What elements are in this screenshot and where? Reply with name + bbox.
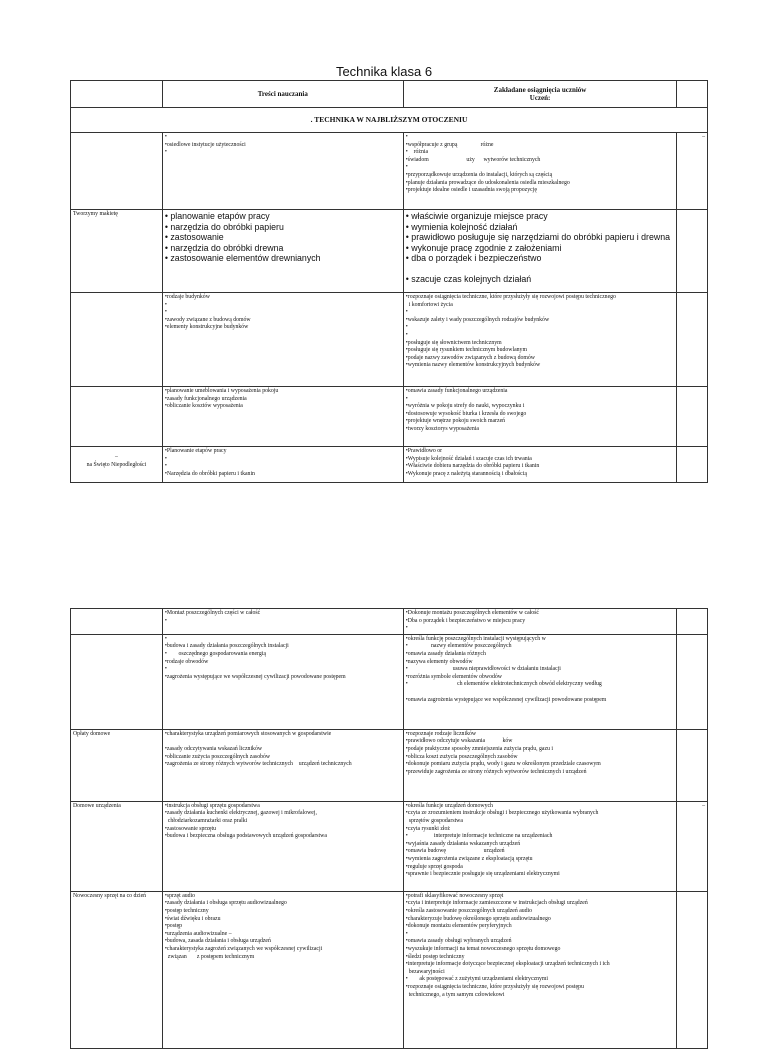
table-row [71, 387, 708, 447]
achievement-line: •Właściwie dobiera narzędzia do obróbki papieru i tkanin [405, 463, 540, 470]
achievement-line: •nazywa elementy obwodów [405, 658, 473, 665]
content-line: •zawody związane z budową domów [164, 316, 251, 323]
category-cell [71, 801, 163, 891]
achievement-line: •posługuje się słownictwem technicznym [405, 339, 502, 346]
achievement-line [406, 689, 675, 697]
content-line: • [164, 301, 167, 308]
content-line: • [164, 149, 167, 156]
achievement-line: • wymienia kolejność działań [405, 221, 518, 232]
document-title: Technika klasa 6 [335, 64, 433, 79]
achievements-cell [403, 133, 677, 210]
achievement-line: •świadom uży wytworów technicznych [405, 156, 541, 163]
table-row [71, 634, 708, 729]
achievement-line: •projektuje idealne osiedle i uzasadnia swoją propozycję [405, 187, 537, 194]
category-cell [71, 634, 163, 729]
content-line: •postęp techniczny [164, 907, 209, 914]
content-line: chłodziarkozamrażarki oraz pralki [164, 817, 248, 824]
content-line: • [164, 463, 167, 470]
table-header-row [71, 81, 708, 108]
content-cell [162, 729, 403, 801]
content-line: •zasady działania kuchenki elektrycznej, gazowej i mikrofalowej, [164, 810, 317, 817]
extra-cell [677, 729, 708, 801]
achievement-line: •wymienia nazwy elementów konstrukcyjnych budynków [405, 362, 541, 369]
content-line: • planowanie etapów pracy [164, 211, 270, 221]
achievement-line: •czyta rysunki złoż [405, 825, 450, 832]
achievement-line: •rozpoznaje osiągnięcia techniczne, które przysłużyły się rozwojowi postępu [405, 983, 584, 990]
content-line: • [164, 635, 167, 642]
content-line: • oszczędnego gospodarowania energią [164, 650, 266, 657]
content-line: •zastosowanie sprzętu [164, 825, 216, 832]
achievement-line: •sprawnie i bezpiecznie posługuje się urządzeniami elektrycznymi [405, 871, 560, 878]
content-line: • [164, 617, 167, 624]
achievement-line: •wymienia zagrożenia związane z eksploatacją sprzętu [405, 855, 533, 862]
table-row [71, 210, 708, 293]
content-line: •zagrożenia występujące we współczesnej cywilizacji powodowane postępem [164, 673, 346, 680]
content-cell [162, 293, 403, 387]
achievement-line: •interpretuje informacje dotyczące bezpiecznej eksploatacji urządzeń technicznych i ich [405, 961, 610, 968]
achievement-line: •omawia zagrożenia występujące we współczesnej cywilizacji powodowane postępem [405, 696, 607, 703]
content-cell [162, 447, 403, 483]
achievement-line: •wskazuje zalety i wady poszczególnych rodzajów budynków [405, 316, 550, 323]
achievement-line: •przewiduje zagrożenia ze strony różnych wytworów technicznych i urządzeń [405, 768, 587, 775]
content-line: •instrukcja obsługi sprzętu gospodarstwa [164, 802, 260, 809]
content-line: •rodzaje budynków [164, 294, 210, 300]
achievement-line: •wyszukuje informacji na temat nowoczesnego sprzętu domowego [405, 945, 561, 952]
curriculum-table-2 [70, 608, 708, 1049]
achievement-line: •Prawidłowo or [405, 448, 443, 454]
content-cell [162, 801, 403, 891]
category-cell [71, 609, 163, 635]
content-line: •postęp [164, 923, 183, 930]
category-label: Domowe urządzenia [73, 802, 121, 809]
content-line [165, 738, 401, 746]
extra-cell [677, 210, 708, 293]
achievement-line: i komfortowi życia [405, 301, 453, 308]
achievement-line: •Dokonuje montażu poszczególnych elementów w całość [405, 610, 540, 616]
achievement-line: •Dba o porządek i bezpieczeństwo w miejscu pracy [405, 617, 526, 624]
achievement-line: •posługuje się rysunkiem technicznym budowlanym [405, 347, 527, 354]
content-line: • [164, 134, 167, 140]
content-line: • [164, 455, 167, 462]
category-label: Tworzymy makietę [73, 211, 118, 217]
content-line: • narzędzia do obróbki papieru [164, 221, 284, 232]
achievement-line: •planuje działania prowadzące do udoskonalenia osiedla mieszkalnego [405, 179, 570, 186]
achievement-line: •reguluje sprzęt gospoda [405, 863, 463, 870]
achievement-line: • prawidłowo posługuje się narzędziami do obróbki papieru i drewna [405, 232, 670, 242]
achievement-line: •oblicza koszt zużycia poszczególnych zasobów [405, 753, 518, 760]
achievements-cell [403, 293, 677, 387]
achievement-line: •Wykonuje pracę z należytą starannością i dbałością [405, 470, 527, 477]
table-row [71, 447, 708, 483]
achievement-line: •omawia zasady obsługi wybranych urządzeń [405, 938, 512, 945]
content-line: związan z postępem technicznym [164, 953, 255, 960]
table-row [71, 133, 708, 210]
content-line: •planowanie umeblowania i wyposażenia pokoju [164, 388, 279, 394]
content-line: •elementy konstrukcyjne budynków [164, 324, 249, 331]
achievement-line: •wyróżnia w pokoju strefy do nauki, wypoczynku i [405, 403, 525, 410]
achievement-line: •podaje nazwy zawodów związanych z budową domów [405, 354, 535, 361]
achievement-line: • [405, 309, 408, 316]
achievement-line: technicznego, a tym samym człowiekowi [405, 991, 505, 998]
content-line: •obliczanie zużycia poszczególnych zasobów [164, 753, 271, 760]
achievements-cell [403, 891, 677, 1048]
content-line: • zastosowanie elementów drewnianych [164, 253, 321, 263]
achievement-line: •śledzi postęp techniczny [405, 953, 465, 960]
achievement-line: • [405, 324, 408, 331]
extra-cell [677, 387, 708, 447]
section-title: . TECHNIKA W NAJBLIŻSZYM OTOCZENIU [71, 108, 708, 133]
content-line: •sprzęt audio [164, 892, 196, 899]
header-empty-cell [71, 81, 163, 108]
header-extra-cell [677, 81, 708, 108]
achievement-line: •tworzy kosztorys wyposażenia [405, 425, 479, 432]
content-line: • zastosowanie [164, 232, 224, 242]
curriculum-table-1 [70, 80, 708, 483]
category-cell [71, 387, 163, 447]
achievement-line: •prawidłowo odczytuje wskazania ków [405, 738, 513, 745]
content-line: •budowa i bezpieczna obsługa podstawowych urządzeń gospodarstwa [164, 833, 327, 840]
content-line: •Narzędzia do obróbki papieru i tkanin [164, 470, 255, 477]
achievement-line: • [405, 395, 408, 402]
achievement-line: bezawaryjności [405, 968, 445, 975]
achievement-line: • szacuje czas kolejnych działań [405, 274, 532, 284]
achievement-line: •czyta i interpretuje informacje zamieszczone w instrukcjach obsługi urządzeń [405, 900, 588, 907]
achievement-line: • wykonuje pracę zgodnie z założeniami [405, 242, 562, 253]
table-row [71, 801, 708, 891]
content-cell [162, 210, 403, 293]
achievement-line: •podaje praktyczne sposoby zmniejszenia zużycia prądu, gazu i [405, 745, 553, 752]
content-line: •zasady odczytywania wskazań liczników [164, 745, 263, 752]
achievement-line: •Wypisuje kolejność działań i szacuje czas ich trwania [405, 455, 532, 462]
content-cell [162, 609, 403, 635]
content-line: •charakterystyka zagrożeń związanych we współczesnej cywilizacji [164, 945, 323, 952]
achievement-line: •projektuje wnętrze pokoju swoich marzeń [405, 418, 506, 425]
achievement-line: sprzętów gospodarstwa [405, 817, 463, 824]
extra-cell [677, 609, 708, 635]
achievements-cell [403, 801, 677, 891]
achievement-line: •omawia zasady działania różnych [405, 650, 486, 657]
category-cell [71, 729, 163, 801]
header-achievements-line2: Uczeń: [529, 94, 551, 102]
achievement-line: •dokonuje montażu elementów peryferyjnych [405, 923, 512, 930]
achievement-line: •omawia zasady funkcjonalnego urządzenia [405, 388, 508, 394]
table-row [71, 609, 708, 635]
content-line: •charakterystyka urządzeń pomiarowych stosowanych w gospodarstwie [164, 730, 332, 737]
extra-cell [677, 447, 708, 483]
achievement-line: •rozpoznaje rodzaje liczników [405, 730, 477, 737]
achievement-line: •przyporządkowuje urządzenia do instalacji, których są częścią [405, 171, 553, 178]
achievement-line: • ch elementów elektrotechnicznych obwód elektryczny według [405, 681, 602, 688]
content-cell [162, 891, 403, 1048]
achievement-line: •wyjaśnia zasady działania wskazanych urządzeń [405, 840, 521, 847]
achievement-line: •potrafi sklasyfikować nowoczesny sprzęt [405, 892, 504, 899]
table-row [71, 293, 708, 387]
achievement-line: • różnia [405, 149, 429, 156]
content-line: •obliczanie kosztów wyposażenia [164, 403, 243, 410]
content-line: •budowa, zasada działania i obsługa urządzeń [164, 938, 271, 945]
achievement-line: •określa funkcję poszczególnych instalacji występujących w [405, 635, 546, 642]
category-cell [71, 210, 163, 293]
content-line: •zasady funkcjonalnego urządzenia [164, 395, 247, 402]
achievement-line: •dostosowuje wysokość biurka i krzesła do swojego [405, 410, 527, 417]
achievement-line: •charakteryzuje budowę określonego sprzętu audiowizualnego [405, 915, 551, 922]
category-cell [71, 447, 163, 483]
achievements-cell [403, 210, 677, 293]
achievements-cell [403, 387, 677, 447]
content-line: •Planowanie etapów pracy [164, 448, 227, 454]
achievement-line: •omawia budowę urządzeń [405, 848, 505, 855]
achievements-cell [403, 634, 677, 729]
content-line: •zagrożenia ze strony różnych wytworów technicznych urządzeń technicznych [164, 761, 352, 768]
content-line: •osiedlowe instytucje użyteczności [164, 141, 246, 148]
extra-cell [677, 891, 708, 1048]
content-cell [162, 634, 403, 729]
content-line: •Montaż poszczególnych części w całość [164, 610, 261, 616]
category-marker: – [114, 454, 118, 460]
header-achievements-line1: Zakładane osiągnięcia uczniów [493, 86, 587, 94]
achievement-line: • ak postępować z zużytymi urządzeniami elektrycznymi [405, 976, 549, 983]
achievement-line: •określa zastosowanie poszczególnych urządzeń audio [405, 907, 533, 914]
achievement-line: •rozróżnia symbole elementów obwodów [405, 673, 502, 680]
achievement-line: • [405, 930, 408, 937]
content-line: • narzędzia do obróbki drewna [164, 242, 284, 253]
category-label: na Święto Niepodległości [86, 461, 147, 468]
achievement-line: •dokonuje pomiaru zużycia prądu, wody i gazu w określonym przedziale czasowym [405, 761, 601, 768]
achievement-line: • usuwa nieprawidłowości w działaniu instalacji [405, 666, 561, 673]
achievements-cell [403, 447, 677, 483]
achievements-cell [403, 729, 677, 801]
extra-cell [677, 634, 708, 729]
content-line: •zasady działania i obsługa sprzętu audiowizualnego [164, 900, 287, 907]
achievement-line: • [405, 331, 408, 338]
content-cell [162, 133, 403, 210]
achievement-line: • [405, 134, 408, 140]
extra-cell: – [677, 133, 708, 210]
content-line: •świat dźwięku i obrazu [164, 915, 221, 922]
achievement-line: • [405, 164, 408, 171]
achievement-line: • właściwie organizuje miejsce pracy [405, 211, 548, 221]
content-line: • [164, 309, 167, 316]
achievement-line: • [405, 625, 408, 632]
achievement-line: • interpretuje informacje techniczne na urządzeniach [405, 833, 553, 840]
achievement-line [406, 264, 675, 275]
table-row [71, 729, 708, 801]
achievement-line: • nazwy elementów poszczególnych [405, 643, 512, 650]
extra-cell: – [677, 801, 708, 891]
content-line: •budowa i zasady działania poszczególnych instalacji [164, 643, 289, 650]
category-label: Nowoczesny sprzęt na co dzień [73, 892, 147, 899]
header-content: Treści nauczania [162, 81, 403, 108]
content-line: •rodzaje obwodów [164, 658, 209, 665]
achievement-line: • dba o porządek i bezpieczeństwo [405, 253, 542, 263]
achievement-line: •współpracuje z grupą różne [405, 141, 494, 148]
achievement-line: •rozpoznaje osiągnięcia techniczne, które przysłużyły się rozwojowi postępu technicznego [405, 294, 616, 300]
content-line: • [164, 666, 167, 673]
category-cell [71, 293, 163, 387]
achievement-line: •czyta ze zrozumieniem instrukcje obsługi i bezpiecznego użytkowania wybranych [405, 810, 599, 817]
table-row [71, 891, 708, 1048]
category-cell [71, 891, 163, 1048]
header-achievements [403, 81, 677, 108]
content-line: •urządzenia audiowizualne – [164, 930, 232, 937]
category-label: Opłaty domowe [73, 730, 111, 737]
section-row [71, 108, 708, 133]
achievement-line: •określa funkcje urządzeń domowych [405, 802, 493, 809]
extra-cell [677, 293, 708, 387]
content-cell [162, 387, 403, 447]
category-cell [71, 133, 163, 210]
achievements-cell [403, 609, 677, 635]
